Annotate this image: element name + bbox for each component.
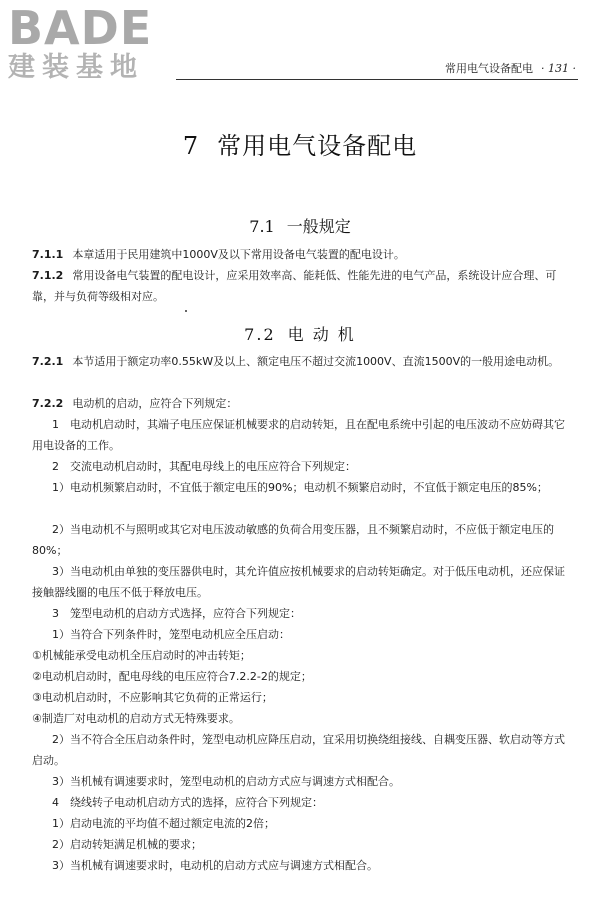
item-3: 3 笼型电动机的启动方式选择，应符合下列规定： <box>52 607 301 620</box>
clause-text: 本节适用于额定功率0.55kW及以上、额定电压不超过交流1000V、直流1500V的一般用途电动机。 <box>72 355 560 368</box>
chapter-number: 7 <box>182 132 200 160</box>
running-head-title: 常用电气设备配电 <box>445 62 534 75</box>
clause-7-1-1 <box>32 244 568 265</box>
item-4-2: 2）启动转矩满足机械的要求； <box>52 838 202 851</box>
item-4: 4 绕线转子电动机启动方式的选择，应符合下列规定： <box>52 796 323 809</box>
item-3-2: 2）当不符合全压启动条件时，笼型电动机应降压启动，宜采用切换绕组接线、自耦变压器、软启动等方式启动。 <box>32 733 565 767</box>
item-2-1: 1）电动机频繁启动时，不宜低于额定电压的90%；电动机不频繁启动时，不宜低于额定电压的85%； <box>52 481 548 494</box>
clause-number: 7.2.2 <box>32 397 64 410</box>
clause-text: 电动机的启动，应符合下列规定： <box>72 397 238 410</box>
section-number: 7.1 <box>249 217 275 236</box>
running-head <box>445 60 576 76</box>
clause-7-1-2 <box>32 265 568 307</box>
item-3-3: 3）当机械有调速要求时，笼型电动机的启动方式应与调速方式相配合。 <box>52 775 400 788</box>
page-number: · 131 · <box>541 62 576 75</box>
clause-number: 7.1.2 <box>32 269 64 282</box>
item-1: 1 电动机启动时，其端子电压应保证机械要求的启动转矩，且在配电系统中引起的电压波动不应妨碍其它用电设备的工作。 <box>32 418 565 452</box>
clause-text: 常用设备电气装置的配电设计，应采用效率高、能耗低、性能先进的电气产品，系统设计应合理、可靠，并与负荷等级相对应。 <box>32 269 557 303</box>
header-rule <box>176 79 578 80</box>
clause-text: 本章适用于民用建筑中1000V及以下常用设备电气装置的配电设计。 <box>72 248 405 261</box>
section-number: 7.2 <box>244 325 276 344</box>
item-2: 2 交流电动机启动时，其配电母线上的电压应符合下列规定： <box>52 460 356 473</box>
item-4-1: 1）启动电流的平均值不超过额定电流的2倍； <box>52 817 275 830</box>
item-3-1-a: ①机械能承受电动机全压启动时的冲击转矩； <box>32 649 251 662</box>
clause-number: 7.2.1 <box>32 355 64 368</box>
clause-7-2-1 <box>32 351 568 372</box>
item-3-1-d: ④制造厂对电动机的启动方式无特殊要求。 <box>32 712 240 725</box>
clause-7-2-2 <box>32 393 568 414</box>
logo-mark: BADE <box>8 1 153 55</box>
section-title-7-1 <box>0 214 600 237</box>
item-3-1-b: ②电动机启动时，配电母线的电压应符合7.2.2-2的规定； <box>32 670 312 683</box>
section-heading: 电 动 机 <box>287 325 356 344</box>
item-3-1-c: ③电动机启动时，不应影响其它负荷的正常运行； <box>32 691 273 704</box>
section-title-7-2 <box>0 322 600 345</box>
chapter-heading: 常用电气设备配电 <box>217 132 418 160</box>
item-2-2: 2）当电动机不与照明或其它对电压波动敏感的负荷合用变压器，且不频繁启动时，不应低于额定电压的80%； <box>32 523 554 557</box>
logo <box>8 1 178 84</box>
item-2-3: 3）当电动机由单独的变压器供电时，其允许值应按机械要求的启动转矩确定。对于低压电动机，还应保证接触器线圈的电压不低于释放电压。 <box>32 565 565 599</box>
chapter-title <box>0 126 600 161</box>
scan-speck <box>185 310 187 312</box>
section-heading: 一般规定 <box>286 217 351 236</box>
clause-number: 7.1.1 <box>32 248 64 261</box>
item-4-3: 3）当机械有调速要求时，电动机的启动方式应与调速方式相配合。 <box>52 859 378 872</box>
item-3-1: 1）当符合下列条件时，笼型电动机应全压启动： <box>52 628 290 641</box>
logo-subtitle: 建装基地 <box>8 52 144 83</box>
